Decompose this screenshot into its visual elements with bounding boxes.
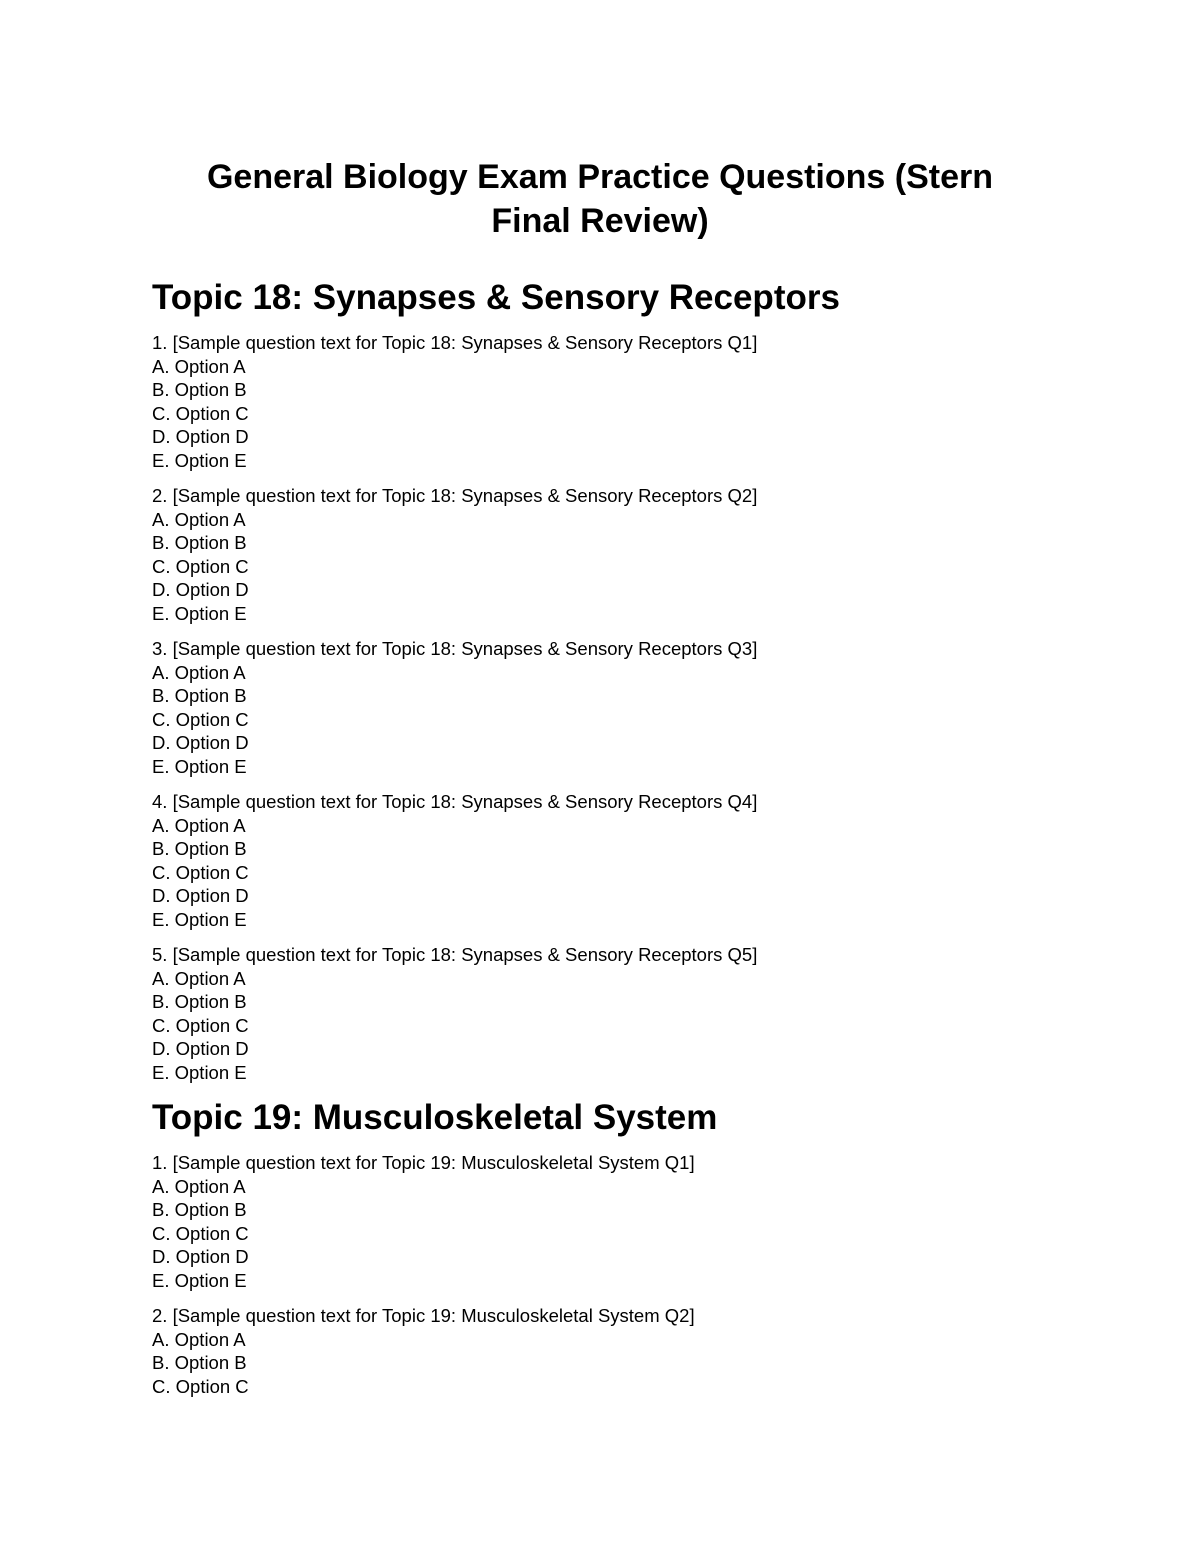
answer-option: C. Option C — [152, 555, 249, 577]
answer-option: A. Option A — [152, 1328, 246, 1350]
question-text: 5. [Sample question text for Topic 18: Synapses & Sensory Receptors Q5] — [152, 944, 758, 965]
question-text: 1. [Sample question text for Topic 19: Musculoskeletal System Q1] — [152, 1152, 695, 1173]
answer-option: B. Option B — [152, 1199, 247, 1221]
answer-option: E. Option E — [152, 449, 247, 471]
answer-option: C. Option C — [152, 402, 249, 424]
question-text: 1. [Sample question text for Topic 18: Synapses & Sensory Receptors Q1] — [152, 332, 758, 353]
answer-option: A. Option A — [152, 967, 246, 989]
question-text: 2. [Sample question text for Topic 19: Musculoskeletal System Q2] — [152, 1305, 695, 1326]
answer-option: A. Option A — [152, 355, 246, 377]
question-item — [152, 943, 1052, 1085]
answer-option: B. Option B — [152, 838, 247, 860]
document-title — [0, 155, 1200, 243]
answer-option: A. Option A — [152, 508, 246, 530]
answer-option: C. Option C — [152, 1375, 249, 1397]
question-item — [152, 1151, 1052, 1293]
answer-option: D. Option D — [152, 426, 249, 448]
answer-option: A. Option A — [152, 1175, 246, 1197]
answer-option: C. Option C — [152, 1014, 249, 1036]
answer-option: A. Option A — [152, 661, 246, 683]
question-text: 2. [Sample question text for Topic 18: Synapses & Sensory Receptors Q2] — [152, 485, 758, 506]
answer-option: B. Option B — [152, 1352, 247, 1374]
question-item — [152, 790, 1052, 932]
answer-option: D. Option D — [152, 1246, 249, 1268]
answer-option: B. Option B — [152, 685, 247, 707]
question-item — [152, 637, 1052, 779]
answer-option: C. Option C — [152, 708, 249, 730]
answer-option: E. Option E — [152, 908, 247, 930]
answer-option: E. Option E — [152, 1061, 247, 1083]
question-text: 4. [Sample question text for Topic 18: Synapses & Sensory Receptors Q4] — [152, 791, 758, 812]
question-item — [152, 484, 1052, 626]
question-text: 3. [Sample question text for Topic 18: Synapses & Sensory Receptors Q3] — [152, 638, 758, 659]
topic-heading-19: Topic 19: Musculoskeletal System — [152, 1098, 718, 1137]
answer-option: B. Option B — [152, 991, 247, 1013]
document-title-line-1: General Biology Exam Practice Questions (Stern — [206, 158, 994, 196]
document-title-line-2: Final Review) — [491, 202, 709, 240]
question-item — [152, 1304, 1052, 1398]
answer-option: B. Option B — [152, 379, 247, 401]
answer-option: D. Option D — [152, 885, 249, 907]
answer-option: D. Option D — [152, 579, 249, 601]
answer-option: A. Option A — [152, 814, 246, 836]
answer-option: C. Option C — [152, 861, 249, 883]
answer-option: D. Option D — [152, 732, 249, 754]
answer-option: E. Option E — [152, 1269, 247, 1291]
answer-option: D. Option D — [152, 1038, 249, 1060]
answer-option: C. Option C — [152, 1222, 249, 1244]
answer-option: E. Option E — [152, 602, 247, 624]
topic-heading-18: Topic 18: Synapses & Sensory Receptors — [152, 278, 840, 317]
answer-option: E. Option E — [152, 755, 247, 777]
question-item — [152, 331, 1052, 473]
answer-option: B. Option B — [152, 532, 247, 554]
